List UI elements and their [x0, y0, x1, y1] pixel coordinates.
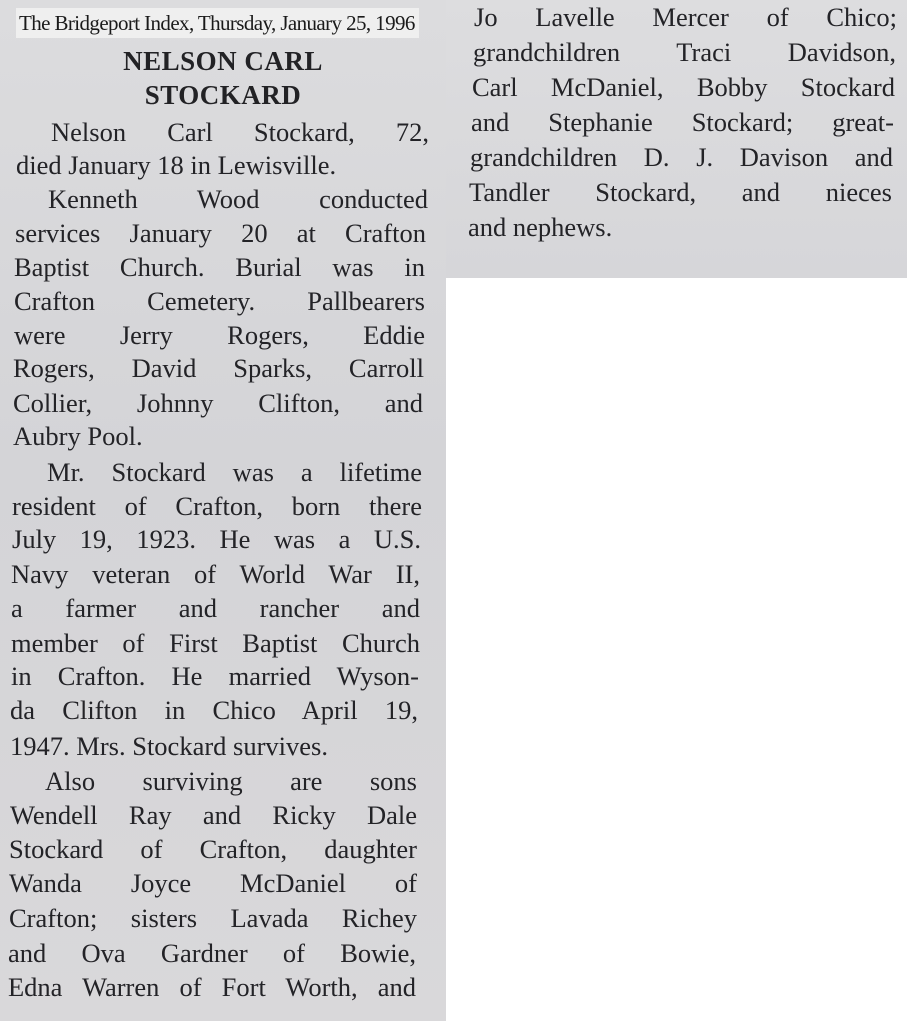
paragraph-line: Edna Warren of Fort Worth, and — [8, 972, 416, 1002]
paragraph-line: were Jerry Rogers, Eddie — [14, 320, 425, 350]
headline-line-1: NELSON CARL — [123, 46, 323, 76]
paragraph-line: Wanda Joyce McDaniel of — [9, 868, 417, 898]
paragraph-line: Mr. Stockard was a lifetime — [47, 457, 422, 487]
paragraph-line: a farmer and rancher and — [11, 593, 420, 623]
paragraph-line: da Clifton in Chico April 19, — [10, 695, 418, 725]
paragraph-line: Collier, Johnny Clifton, and — [13, 388, 423, 418]
obituary-clipping-right — [446, 0, 907, 278]
paragraph-line: Nelson Carl Stockard, 72, — [51, 117, 429, 147]
paragraph-line: and Ova Gardner of Bowie, — [8, 938, 416, 968]
paragraph-line: Wendell Ray and Ricky Dale — [10, 800, 417, 830]
paragraph-line: Crafton; sisters Lavada Richey — [9, 903, 417, 933]
paragraph-line: July 19, 1923. He was a U.S. — [12, 524, 421, 554]
paragraph-line: 1947. Mrs. Stockard survives. — [10, 731, 328, 761]
paragraph-line: Kenneth Wood conducted — [48, 184, 428, 214]
paragraph-line: in Crafton. He married Wyson- — [11, 661, 419, 691]
paragraph-line: services January 20 at Crafton — [15, 218, 426, 248]
obituary-clipping-left — [0, 0, 446, 1021]
paragraph-line: Rogers, David Sparks, Carroll — [13, 353, 424, 383]
paragraph-line: Carl McDaniel, Bobby Stockard — [472, 72, 895, 102]
paragraph-line: Also surviving are sons — [45, 766, 417, 796]
paragraph-line: and nephews. — [468, 212, 613, 242]
paragraph-line: Jo Lavelle Mercer of Chico; — [474, 2, 897, 32]
paragraph-line: died January 18 in Lewisville. — [16, 150, 337, 180]
paragraph-line: grandchildren Traci Davidson, — [473, 37, 896, 67]
paragraph-line: Baptist Church. Burial was in — [14, 252, 425, 282]
masthead: The Bridgeport Index, Thursday, January 25, 1996 — [16, 8, 419, 38]
paragraph-line: grandchildren D. J. Davison and — [470, 142, 893, 172]
paragraph-line: member of First Baptist Church — [11, 628, 420, 658]
paragraph-line: Stockard of Crafton, daughter — [9, 834, 417, 864]
paragraph-line: Crafton Cemetery. Pallbearers — [14, 286, 425, 316]
headline-line-2: STOCKARD — [144, 80, 302, 110]
paragraph-line: resident of Crafton, born there — [12, 491, 422, 521]
paragraph-line: and Stephanie Stockard; great- — [471, 107, 894, 137]
paragraph-line: Navy veteran of World War II, — [11, 559, 420, 589]
paragraph-line: Tandler Stockard, and nieces — [469, 177, 892, 207]
paragraph-line: Aubry Pool. — [13, 421, 143, 451]
